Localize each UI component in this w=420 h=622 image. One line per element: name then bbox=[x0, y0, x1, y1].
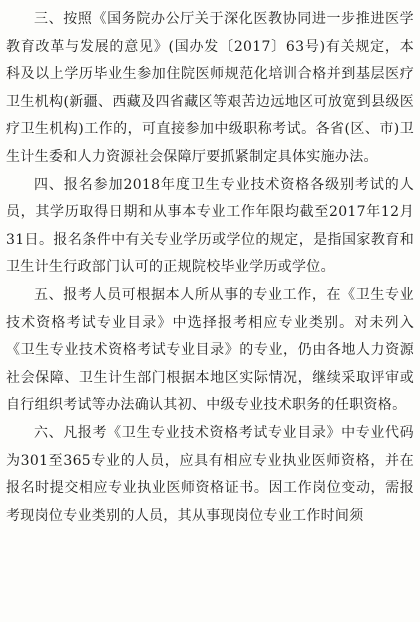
paragraph-3: 三、按照《国务院办公厅关于深化医教协同进一步推进医学教育改革与发展的意见》(国办发〔2017〕63号)有关规定，本科及以上学历毕业生参加住院医师规范化培训合格并到基层医疗卫生机构(新疆、西藏及四省藏区等艰苦边远地区可放宽到县级医疗卫生机构)工作的，可直接参加中级职称考试。各省(区、市)卫生计生委和人力资源社会保障厅要抓紧制定具体实施办法。 bbox=[6, 11, 414, 165]
paragraph-6: 六、凡报考《卫生专业技术资格考试专业目录》中专业代码为301至365专业的人员，应具有相应专业执业医师资格，并在报名时提交相应专业执业医师资格证书。因工作岗位变动，需报考现岗位专业类别的人员，其从事现岗位专业工作时间须 bbox=[6, 424, 414, 524]
paragraph-5: 五、报考人员可根据本人所从事的专业工作，在《卫生专业技术资格考试专业目录》中选择报考相应专业类别。对未列入《卫生专业技术资格考试专业目录》的专业，仍由各地人力资源社会保障、卫生计生部门根据本地区实际情况，继续采取评审或自行组织考试等办法确认其初、中级专业技术职务的任职资格。 bbox=[6, 286, 414, 414]
paragraph-4: 四、报名参加2018年度卫生专业技术资格各级别考试的人员，其学历取得日期和从事本专业工作年限均截至2017年12月31日。报名条件中有关专业学历或学位的规定，是指国家教育和卫生计生行政部门认可的正规院校毕业学历或学位。 bbox=[6, 176, 414, 276]
document-body bbox=[6, 6, 414, 530]
